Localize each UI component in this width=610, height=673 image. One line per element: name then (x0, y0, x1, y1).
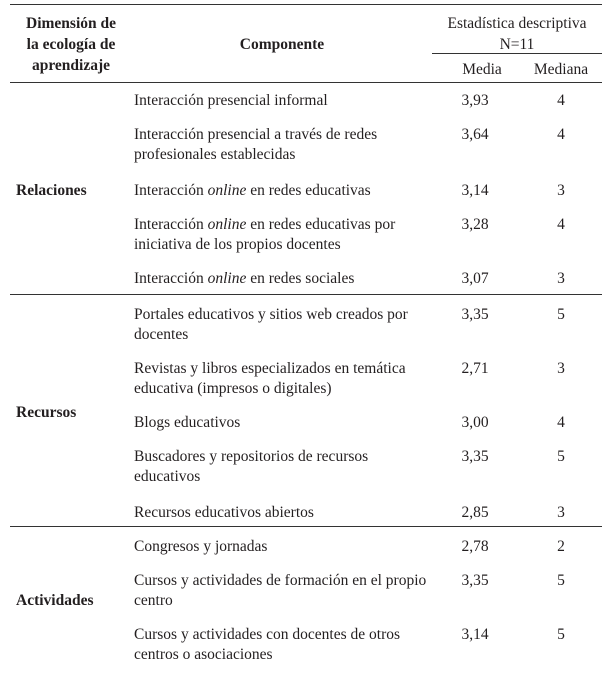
mediana-value: 4 (557, 414, 565, 431)
header-statistics-line: Estadística descriptiva (447, 15, 587, 32)
media-value: 3,35 (461, 448, 489, 465)
component-text: Interacción (134, 270, 208, 287)
component-cell (134, 503, 430, 523)
mediana-value: 5 (557, 448, 565, 465)
media-value: 3,93 (461, 92, 489, 109)
dimension-label: Recursos (16, 404, 77, 421)
component-cell (134, 269, 430, 289)
group-divider-rule (10, 294, 602, 295)
header-dimension-line: la ecología de (26, 36, 116, 53)
component-text-italic: online (207, 182, 247, 199)
component-text: Congresos y jornadas (134, 538, 268, 555)
component-cell (134, 125, 430, 165)
media-value: 2,78 (461, 538, 489, 555)
component-text-italic: online (207, 216, 247, 233)
header-component: Componente (239, 36, 325, 53)
component-text: en redes educativas por iniciativa de los propios docentes (134, 216, 396, 253)
header-bottom-rule (10, 82, 602, 83)
component-text: en redes educativas (246, 182, 371, 199)
component-text: Blogs educativos (134, 414, 241, 431)
mediana-value: 5 (557, 626, 565, 643)
component-text: Interacción presencial a través de redes profesionales establecidas (134, 126, 378, 163)
mediana-value: 5 (557, 306, 565, 323)
component-cell (134, 215, 430, 255)
component-text: Recursos educativos abiertos (134, 504, 314, 521)
component-text: Cursos y actividades de formación en el propio centro (134, 572, 427, 609)
component-cell (134, 91, 430, 111)
component-text: en redes sociales (246, 270, 355, 287)
component-text: Buscadores y repositorios de recursos educativos (134, 448, 369, 485)
component-text: Revistas y libros especializados en temática educativa (impresos o digitales) (134, 360, 406, 397)
header-statistics-line: N=11 (499, 36, 535, 53)
header-dimension-line: aprendizaje (31, 57, 111, 74)
mediana-value: 4 (557, 126, 565, 143)
media-value: 3,14 (461, 182, 489, 199)
component-cell (134, 305, 430, 345)
media-value: 3,35 (461, 572, 489, 589)
component-text: Interacción (134, 182, 208, 199)
mediana-value: 4 (557, 92, 565, 109)
media-value: 3,00 (461, 414, 489, 431)
component-text: Interacción (134, 216, 208, 233)
component-cell (134, 181, 430, 201)
statistics-subrule (432, 53, 602, 54)
component-cell (134, 359, 430, 399)
component-cell (134, 413, 430, 433)
media-value: 3,07 (461, 270, 489, 287)
media-value: 3,64 (461, 126, 489, 143)
component-text-italic: online (207, 270, 247, 287)
mediana-value: 5 (557, 572, 565, 589)
table-top-rule (10, 4, 602, 5)
dimension-label: Actividades (16, 592, 94, 609)
component-text: Interacción presencial informal (134, 92, 328, 109)
header-statistics (432, 13, 602, 55)
mediana-value: 3 (557, 182, 565, 199)
component-cell (134, 625, 430, 665)
header-dimension-line: Dimensión de (26, 15, 116, 32)
component-text: Portales educativos y sitios web creados por docentes (134, 306, 408, 343)
component-text: Cursos y actividades con docentes de otros centros o asociaciones (134, 626, 401, 663)
mediana-value: 3 (557, 360, 565, 377)
header-dimension (10, 13, 132, 76)
media-value: 3,28 (461, 216, 489, 233)
media-value: 3,35 (461, 306, 489, 323)
component-cell (134, 447, 430, 487)
header-mediana: Mediana (533, 61, 589, 78)
mediana-value: 4 (557, 216, 565, 233)
mediana-value: 3 (557, 504, 565, 521)
mediana-value: 3 (557, 270, 565, 287)
mediana-value: 2 (557, 538, 565, 555)
group-divider-rule (10, 526, 602, 527)
media-value: 2,85 (461, 504, 489, 521)
header-media: Media (462, 61, 502, 78)
component-cell (134, 571, 430, 611)
media-value: 3,14 (461, 626, 489, 643)
dimension-label: Relaciones (16, 182, 87, 199)
component-cell (134, 537, 430, 557)
media-value: 2,71 (461, 360, 489, 377)
